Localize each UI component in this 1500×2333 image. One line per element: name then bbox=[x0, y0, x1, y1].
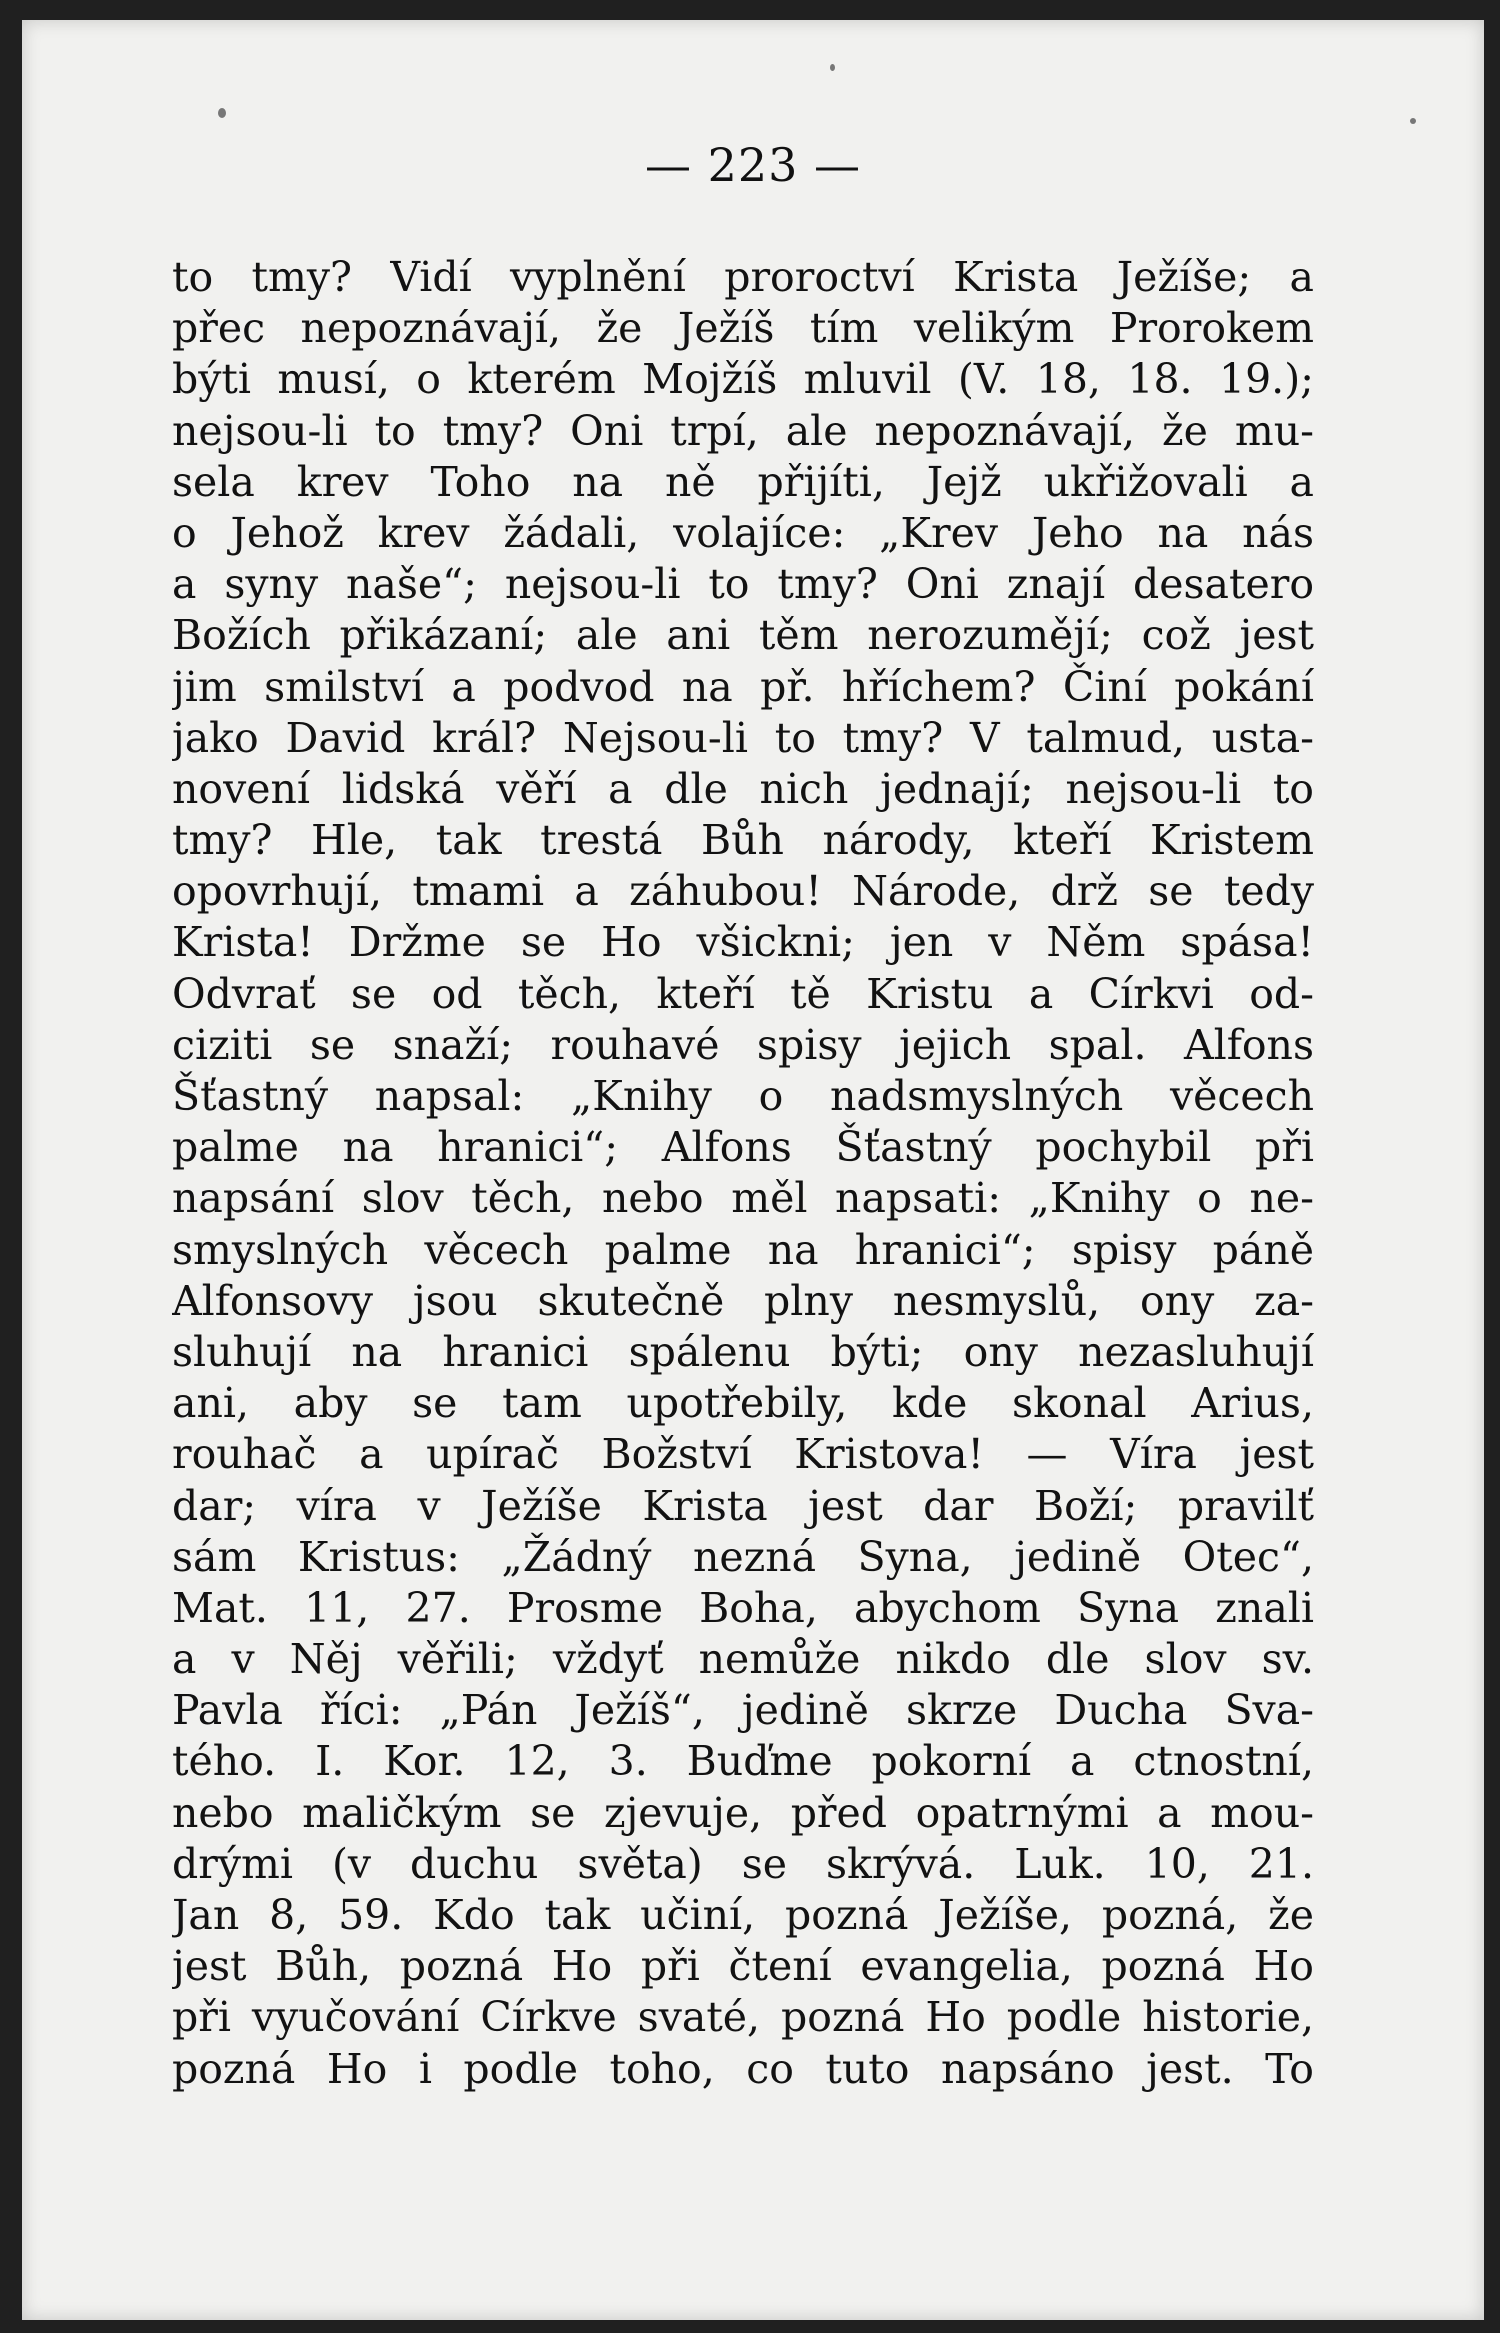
scan-speck bbox=[1410, 118, 1416, 124]
text-line: Šťastný napsal: „Knihy o nadsmyslných věcech bbox=[172, 1072, 1314, 1120]
text-line: tmy? Hle, tak trestá Bůh národy, kteří Kristem bbox=[172, 816, 1314, 865]
text-line: a syny naše“; nejsou-li to tmy? Oni znají desatero bbox=[172, 560, 1314, 609]
text-line: ani, aby se tam upotřebily, kde skonal Arius, bbox=[172, 1379, 1314, 1428]
text-line: sluhují na hranici spálenu býti; ony nezasluhují bbox=[172, 1327, 1314, 1376]
text-line: Krista! Držme se Ho všickni; jen v Něm spása! bbox=[172, 918, 1314, 967]
text-line: jim smilství a podvod na př. hříchem? Činí pokání bbox=[172, 662, 1314, 711]
text-line: smyslných věcech palme na hranici“; spisy páně bbox=[172, 1225, 1314, 1274]
text-line: novení lidská věří a dle nich jednají; nejsou-li to bbox=[172, 764, 1314, 813]
text-line: Odvrať se od těch, kteří tě Kristu a Církvi od- bbox=[172, 969, 1314, 1018]
text-line: Alfonsovy jsou skutečně plny nesmyslů, ony za- bbox=[172, 1276, 1314, 1325]
text-line: přec nepoznávají, že Ježíš tím velikým Prorokem bbox=[172, 304, 1314, 353]
scan-speck bbox=[830, 64, 835, 71]
text-line: Jan 8, 59. Kdo tak učiní, pozná Ježíše, pozná, že bbox=[172, 1891, 1314, 1939]
text-line: sela krev Toho na ně přijíti, Jejž ukřižovali a bbox=[172, 457, 1314, 506]
text-line: Mat. 11, 27. Prosme Boha, abychom Syna znali bbox=[172, 1583, 1314, 1632]
text-line: dar; víra v Ježíše Krista jest dar Boží; pravilť bbox=[172, 1481, 1314, 1530]
text-line: rouhač a upírač Božství Kristova! — Víra jest bbox=[172, 1430, 1314, 1479]
text-line: jest Bůh, pozná Ho při čtení evangelia, pozná Ho bbox=[172, 1942, 1314, 1991]
text-line: a v Něj věřili; vždyť nemůže nikdo dle slov sv. bbox=[172, 1635, 1314, 1684]
body-text bbox=[172, 252, 1314, 2095]
text-line: napsání slov těch, nebo měl napsati: „Knihy o ne- bbox=[172, 1174, 1314, 1223]
text-line: opovrhují, tmami a záhubou! Národe, drž se tedy bbox=[172, 867, 1314, 916]
text-line: ciziti se snaží; rouhavé spisy jejich spal. Alfons bbox=[172, 1020, 1314, 1069]
text-line: nejsou-li to tmy? Oni trpí, ale nepoznávají, že mu- bbox=[172, 406, 1314, 455]
text-line: sám Kristus: „Žádný nezná Syna, jedině Otec“, bbox=[172, 1532, 1314, 1581]
text-line: pozná Ho i podle toho, co tuto napsáno jest. To bbox=[172, 2044, 1314, 2093]
text-line: Božích přikázaní; ale ani těm nerozumějí; což jest bbox=[172, 611, 1314, 660]
text-line: to tmy? Vidí vyplnění proroctví Krista Ježíše; a bbox=[172, 253, 1314, 301]
text-line: Pavla říci: „Pán Ježíš“, jedině skrze Ducha Sva- bbox=[172, 1686, 1314, 1735]
scan-speck bbox=[218, 108, 226, 118]
text-line: palme na hranici“; Alfons Šťastný pochybil při bbox=[172, 1123, 1314, 1172]
text-line: jako David král? Nejsou-li to tmy? V talmud, usta- bbox=[172, 713, 1314, 762]
book-page bbox=[22, 20, 1484, 2320]
text-line: drými (v duchu světa) se skrývá. Luk. 10, 21. bbox=[172, 1839, 1314, 1888]
text-line: o Jehož krev žádali, volajíce: „Krev Jeho na nás bbox=[172, 508, 1314, 557]
page-number: — 223 — bbox=[644, 138, 862, 192]
text-line: tého. I. Kor. 12, 3. Buďme pokorní a ctnostní, bbox=[172, 1737, 1314, 1786]
text-line: býti musí, o kterém Mojžíš mluvil (V. 18, 18. 19.); bbox=[172, 355, 1314, 404]
text-line: při vyučování Církve svaté, pozná Ho podle historie, bbox=[172, 1993, 1314, 2042]
text-line: nebo maličkým se zjevuje, před opatrnými a mou- bbox=[172, 1788, 1314, 1837]
